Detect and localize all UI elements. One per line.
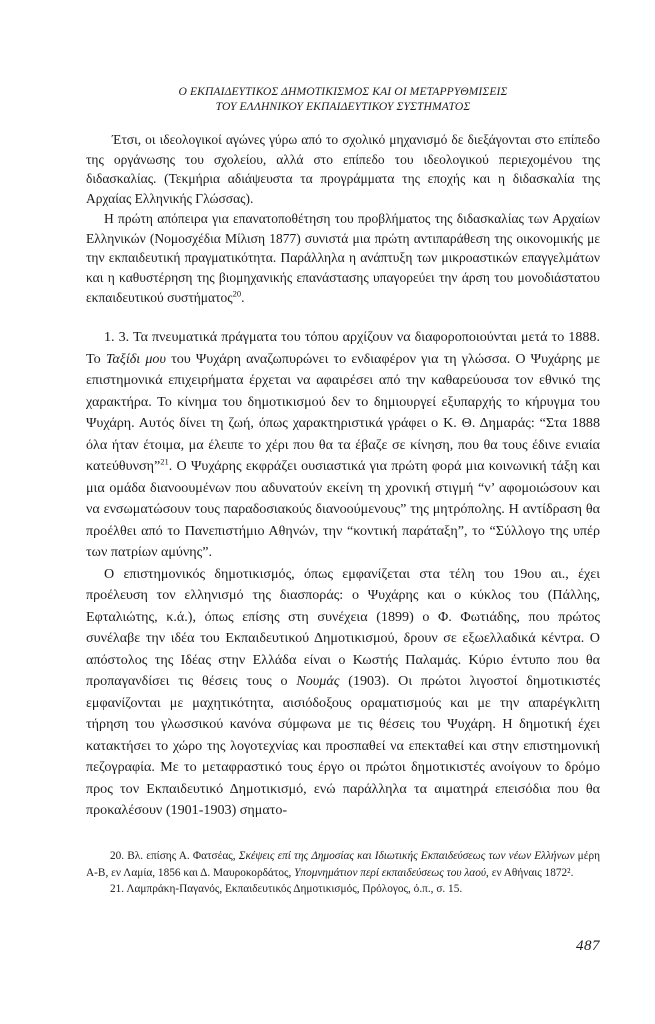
paragraph-text: . Ο Ψυχάρης εκφράζει ουσιαστικά για πρώτη φορά μια κοινωνική τάξη και μια ομάδα διανοουμένων που αδυνατούν εκείνη τη χρονική στιγμή “ν’ αφομοιώσουν και να ενσωματώσουν τους παραδοσιακούς διανοούμενους” της μητρόπολης. Η αντίδραση θα προέλθει από το Πανεπιστήμιο Αθηνών, την “κοντική παράταξη”, το “Σύλλογο της υπέρ των πατρίων αμύνης”.: [86, 458, 600, 561]
section-paragraph: [86, 327, 600, 564]
running-head-line-2: ΤΟΥ ΕΛΛΗΝΙΚΟΥ ΕΚΠΑΙΔΕΥΤΙΚΟΥ ΣΥΣΤΗΜΑΤΟΣ: [215, 100, 471, 113]
paragraph: [86, 564, 600, 822]
footnote-title-italic: Υπομνημάτιον περί εκπαιδεύσεως του λαού: [294, 866, 487, 879]
footnote-ref-20[interactable]: 20: [232, 288, 242, 299]
footnotes: [86, 848, 600, 898]
body-text: [86, 130, 600, 822]
book-page: [86, 84, 600, 984]
running-head: [86, 84, 600, 114]
running-head-line-1: Ο ΕΚΠΑΙΔΕΥΤΙΚΟΣ ΔΗΜΟΤΙΚΙΣΜΟΣ ΚΑΙ ΟΙ ΜΕΤΑΡΡΥΘΜΙΣΕΙΣ: [178, 85, 508, 98]
footnote-ref-21[interactable]: 21: [160, 456, 169, 467]
footnote-text: μέρη Α-Β, εν Λαμία, 1856 και Δ. Μαυροκορδάτος,: [86, 850, 600, 879]
footnote-title-italic: Σκέψεις επί της Δημοσίας και Ιδιωτικής Εκπαιδεύσεως των νέων Ελλήνων: [238, 850, 575, 862]
footnote-text: 20. Βλ. επίσης Α. Φατσέας,: [110, 850, 239, 862]
page-number: 487: [576, 938, 600, 954]
footnote-text: , εν Αθήναις 1872².: [486, 866, 574, 879]
paragraph-text: 1. 3. Τα πνευματικά πράγματα του τόπου αρχίζουν να διαφοροποιούνται μετά το 1888. Το: [86, 329, 600, 367]
paragraph-text: Έτσι, οι ιδεολογικοί αγώνες γύρω από το σχολικό μηχανισμό δε διεξάγονται στο επίπεδο της οργάνωσης του σχολείου, αλλά στο επίπεδο του ιδεολογικού περιεχομένου της διδασκαλίας. (Τεκμήρια αδιάψευστα τα προγράμματα της εποχής και η διδασκαλία της Αρχαίας Ελληνικής Γλώσσας).: [86, 132, 600, 207]
journal-title-italic: Νουμάς: [296, 673, 340, 690]
footnote-20: [86, 848, 600, 881]
paragraph-text: Η πρώτη απόπειρα για επανατοποθέτηση του προβλήματος της διδασκαλίας των Αρχαίων Ελληνικών (Νομοσχέδια Μίλιση 1877) συνιστά μια πρώτη αντιπαράθεση της οικονομικής με την εκπαιδευτική πραγματικότητα. Παράλληλα η ανάπτυξη των μικροαστικών επαγγελμάτων και η καθυστέρηση της βιομηχανικής επανάστασης υπαγορεύει την άρση του μονοδιάστατου εκπαιδευτικού συστήματος: [86, 210, 600, 305]
footnote-21: 21. Λαμπράκη-Παγανός, Εκπαιδευτικός Δημοτικισμός, Πρόλογος, ό.π., σ. 15.: [110, 883, 463, 896]
paragraph: [86, 130, 600, 209]
paragraph: Η πρώτη απόπειρα για επανατοποθέτηση του προβλήματος της διδασκαλίας των Αρχαίων Ελληνικών (Νομοσχέδια Μίλιση 1877) συνιστά μια πρώτη αντιπαράθεση της οικονομικής με την εκπαιδευτική πραγματικότητα. Παράλληλα η ανάπτυξη των μικροαστικών επαγγελμάτων και η καθυστέρηση της βιομηχανικής επανάστασης υπαγορεύει την άρση του μονοδιάστατου εκπαιδευτικού συστήματος$^{20}$.: [86, 210, 600, 305]
paragraph-text: Ο επιστημονικός δημοτικισμός, όπως εμφανίζεται στα τέλη του 19ου αι., έχει προέλευση τον ελληνισμό της διασποράς: ο Ψυχάρης και ο κύκλος του (Πάλλης, Εφταλιώτης, κ.ά.), όπως επίσης στη συνέχεια (1899) ο Φ. Φωτιάδης, που πρώτος συνέλαβε την ιδέα του Εκπαιδευτικού Δημοτικισμού, δρουν σε εξωελλαδικά κέντρα. Ο απόστολος της Ιδέας στην Ελλάδα είναι ο Κωστής Παλαμάς. Κύριο έντυπο που θα προπαγανδίσει τις θέσεις τους ο: [86, 565, 600, 690]
paragraph-text: (1903). Οι πρώτοι λιγοστοί δημοτικιστές εμφανίζονται με μαχητικότητα, αισιόδοξους οραματισμούς και με την απαρέγκλιτη τήρηση του γλωσσικού κανόνα σύμφωνα με τις θέσεις του Ψυχάρη. Η δημοτική έχει κατακτήσει το χώρο της λογοτεχνίας και προσπαθεί να επεκταθεί και στην επιστημονική πεζογραφία. Με το μεταφραστικό τους έργο οι πρώτοι δημοτικιστές ανοίγουν το δρόμο προς τον Εκπαιδευτικό Δημοτικισμό, ενώ παράλληλα τα αιματηρά επεισόδια που θα προκαλέσουν (1901-1903) σηματο-: [86, 673, 600, 819]
book-title-italic: Ταξίδι μου: [105, 350, 166, 367]
paragraph-text: του Ψυχάρη αναζωπυρώνει το ενδιαφέρον για τη γλώσσα. Ο Ψυχάρης με επιστημονικά επιχειρήματα έρχεται να αφαιρέσει από την καθαρεύουσα τον εθνικό της χαρακτήρα. Το κίνημα του δημοτικισμού δεν το δημιουργεί εξυπαρχής το κήρυγμα του Ψυχάρη. Αυτός δίνει τη ζωή, όπως χαρακτηριστικά γράφει ο Κ. Θ. Δημαράς: “Στα 1888 όλα ήταν έτοιμα, μα έλειπε το χέρι που θα τα έβαζε σε κίνηση, που θα τους έδινε ενιαία κατεύθυνση”: [86, 350, 600, 475]
